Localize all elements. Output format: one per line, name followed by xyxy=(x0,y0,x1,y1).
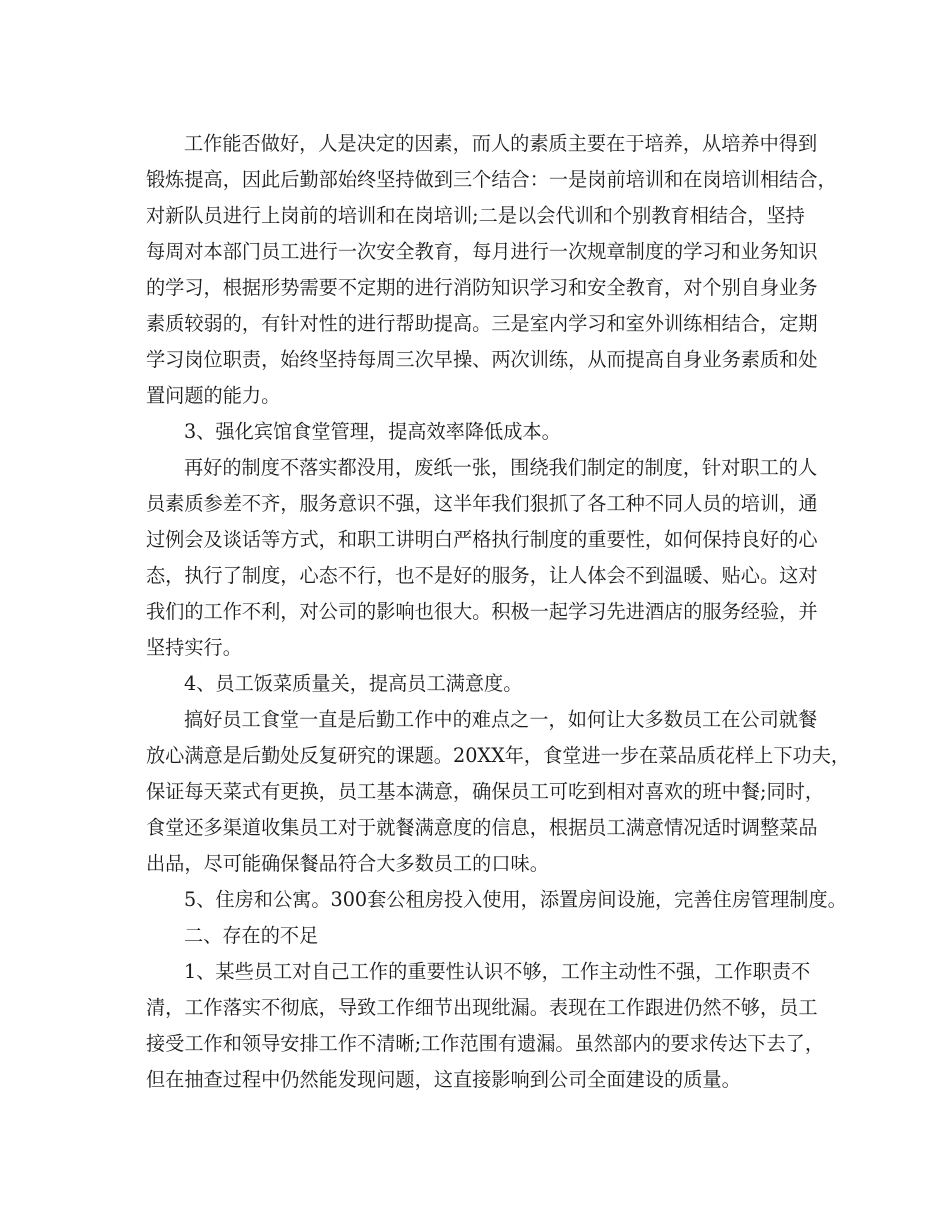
text-line: 搞好员工食堂一直是后勤工作中的难点之一，如何让大多数员工在公司就餐 xyxy=(184,708,818,731)
text-line: 再好的制度不落实都没用，废纸一张，围绕我们制定的制度，针对职工的人 xyxy=(184,456,818,479)
text-line: 保证每天菜式有更换，员工基本满意，确保员工可吃到相对喜欢的班中餐;同时， xyxy=(146,780,825,803)
text-line: 置问题的能力。 xyxy=(146,384,281,407)
text-line: 的学习，根据形势需要不定期的进行消防知识学习和安全教育，对个别自身业务 xyxy=(146,276,818,299)
text-line: 1、某些员工对自己工作的重要性认识不够，工作主动性不强，工作职责不 xyxy=(184,960,811,983)
section-heading: 二、存在的不足 xyxy=(184,924,319,947)
text-line: 工作能否做好，人是决定的因素，而人的素质主要在于培养，从培养中得到 xyxy=(184,132,818,155)
text-line: 对新队员进行上岗前的培训和在岗培训;二是以会代训和个别教育相结合，坚持 xyxy=(146,204,805,227)
text-line: 出品，尽可能确保餐品符合大多数员工的口味。 xyxy=(146,852,549,875)
text-line: 5、住房和公寓。300套公租房投入使用，添置房间设施，完善住房管理制度。 xyxy=(184,888,847,911)
text-line: 锻炼提高，因此后勤部始终坚持做到三个结合：一是岗前培训和在岗培训相结合， xyxy=(146,168,837,191)
text-line: 每周对本部门员工进行一次安全教育，每月进行一次规章制度的学习和业务知识 xyxy=(146,240,818,263)
text-line: 态，执行了制度，心态不行，也不是好的服务，让人体会不到温暖、贴心。这对 xyxy=(146,564,818,587)
text-line: 员素质参差不齐，服务意识不强，这半年我们狠抓了各工种不同人员的培训，通 xyxy=(146,492,818,515)
text-line: 过例会及谈话等方式，和职工讲明白严格执行制度的重要性，如何保持良好的心 xyxy=(146,528,818,551)
text-line: 放心满意是后勤处反复研究的课题。20XX年，食堂进一步在菜品质花样上下功夫， xyxy=(146,744,851,767)
section-heading: 3、强化宾馆食堂管理，提高效率降低成本。 xyxy=(184,420,561,443)
text-line: 学习岗位职责，始终坚持每周三次早操、两次训练，从而提高自身业务素质和处 xyxy=(146,348,818,371)
text-line: 我们的工作不利，对公司的影响也很大。积极一起学习先进酒店的服务经验，并 xyxy=(146,600,818,623)
text-line: 接受工作和领导安排工作不清晰;工作范围有遗漏。虽然部内的要求传达下去了， xyxy=(146,1032,825,1055)
section-heading: 4、员工饭菜质量关，提高员工满意度。 xyxy=(184,672,523,695)
text-line: 食堂还多渠道收集员工对于就餐满意度的信息，根据员工满意情况适时调整菜品 xyxy=(146,816,818,839)
text-line: 清，工作落实不彻底，导致工作细节出现纰漏。表现在工作跟进仍然不够，员工 xyxy=(146,996,818,1019)
text-line: 但在抽查过程中仍然能发现问题，这直接影响到公司全面建设的质量。 xyxy=(146,1068,741,1091)
text-line: 素质较弱的，有针对性的进行帮助提高。三是室内学习和室外训练相结合，定期 xyxy=(146,312,818,335)
text-line: 坚持实行。 xyxy=(146,636,242,659)
